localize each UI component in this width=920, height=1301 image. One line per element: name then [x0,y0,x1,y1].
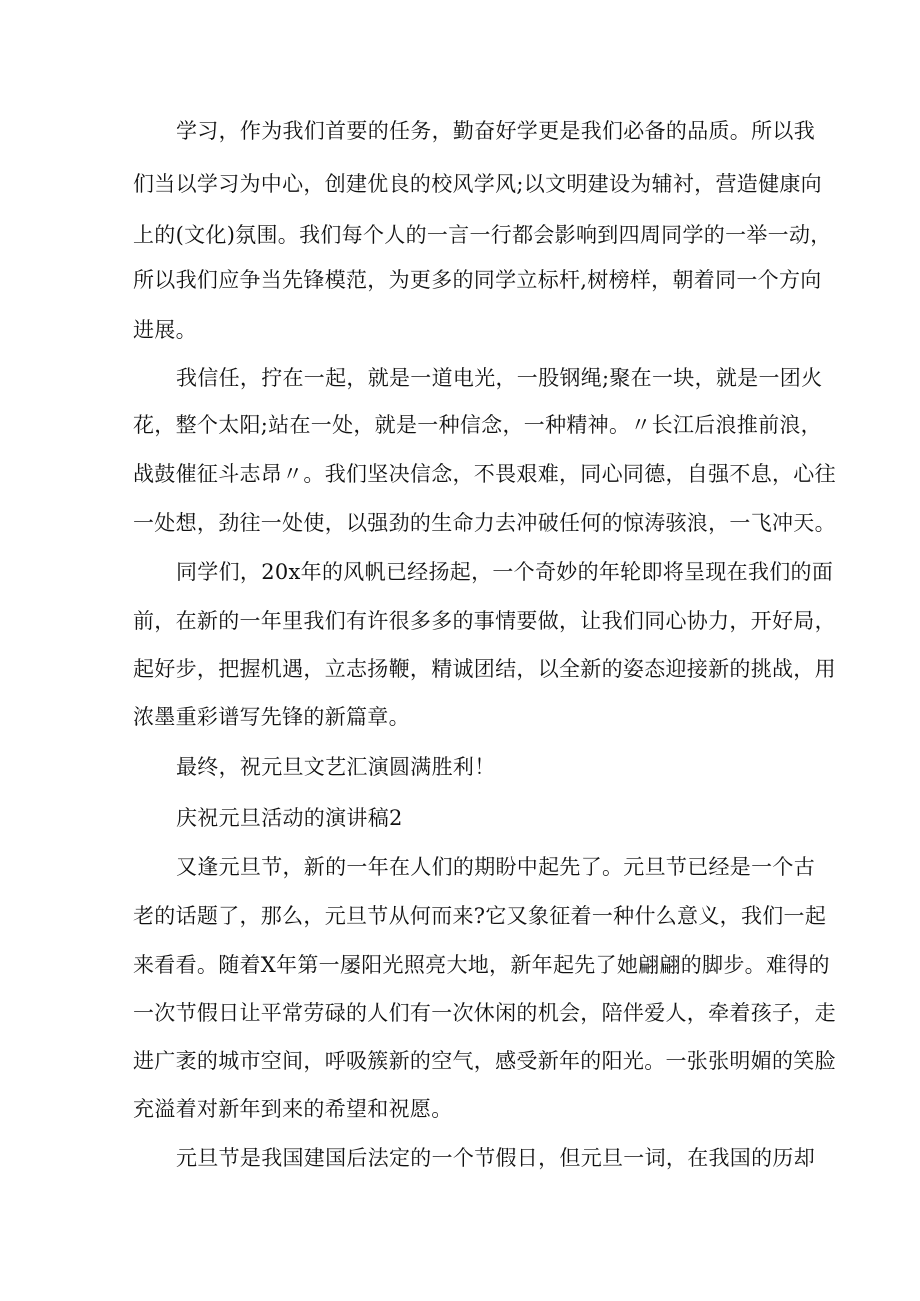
paragraph-5-line-5: 进广袤的城市空间，呼吸簇新的空气，感受新年的阳光。一张张明媚的笑脸 [133,1049,836,1073]
paragraph-1-line-5: 进展。 [133,318,197,342]
paragraph-2-line-3: 战鼓催征斗志昂〃。我们坚决信念，不畏艰难，同心同德，自强不息，心往 [133,462,836,486]
paragraph-3-line-3: 起好步，把握机遇，立志扬鞭，精诚团结，以全新的姿态迎接新的挑战，用 [133,657,836,681]
section-heading: 庆祝元旦活动的演讲稿2 [176,806,403,830]
paragraph-3-line-1: 同学们，20x年的风帆已经扬起，一个奇妙的年轮即将呈现在我们的面 [176,560,834,584]
paragraph-2-line-1: 我信任，拧在一起，就是一道电光，一股钢绳;聚在一块，就是一团火 [176,366,823,390]
paragraph-6-line-1: 元旦节是我国建国后法定的一个节假日，但元旦一词，在我国的历却 [176,1146,815,1170]
paragraph-4-line-1: 最终，祝元旦文艺汇演圆满胜利！ [176,755,496,779]
paragraph-5-line-6: 充溢着对新年到来的希望和祝愿。 [133,1097,453,1121]
paragraph-5-line-2: 老的话题了，那么，元旦节从何而来?它又象征着一种什么意义，我们一起 [133,904,827,928]
paragraph-2-line-4: 一处想，劲往一处使，以强劲的生命力去冲破任何的惊涛骇浪，一飞冲天。 [133,511,836,535]
paragraph-2-line-2: 花，整个太阳;站在一处，就是一种信念，一种精神。〃长江后浪推前浪， [133,413,822,437]
paragraph-5-line-3: 来看看。随着X年第一屡阳光照亮大地，新年起先了她翩翩的脚步。难得的 [133,953,830,977]
paragraph-1-line-1: 学习，作为我们首要的任务，勤奋好学更是我们必备的品质。所以我 [176,119,815,143]
paragraph-3-line-4: 浓墨重彩谱写先锋的新篇章。 [133,705,410,729]
paragraph-5-line-4: 一次节假日让平常劳碌的人们有一次休闲的机会，陪伴爱人，牵着孩子，走 [133,1001,836,1025]
paragraph-1-line-4: 所以我们应争当先锋模范，为更多的同学立标杆,树榜样，朝着同一个方向 [133,268,822,292]
paragraph-1-line-2: 们当以学习为中心，创建优良的校风学风;以文明建设为辅衬，营造健康向 [133,172,822,196]
paragraph-5-line-1: 又逢元旦节，新的一年在人们的期盼中起先了。元旦节已经是一个古 [176,855,815,879]
paragraph-1-line-3: 上的(文化)氛围。我们每个人的一言一行都会影响到四周同学的一举一动， [133,223,832,247]
paragraph-3-line-2: 前，在新的一年里我们有许很多多的事情要做，让我们同心协力，开好局， [133,609,836,633]
